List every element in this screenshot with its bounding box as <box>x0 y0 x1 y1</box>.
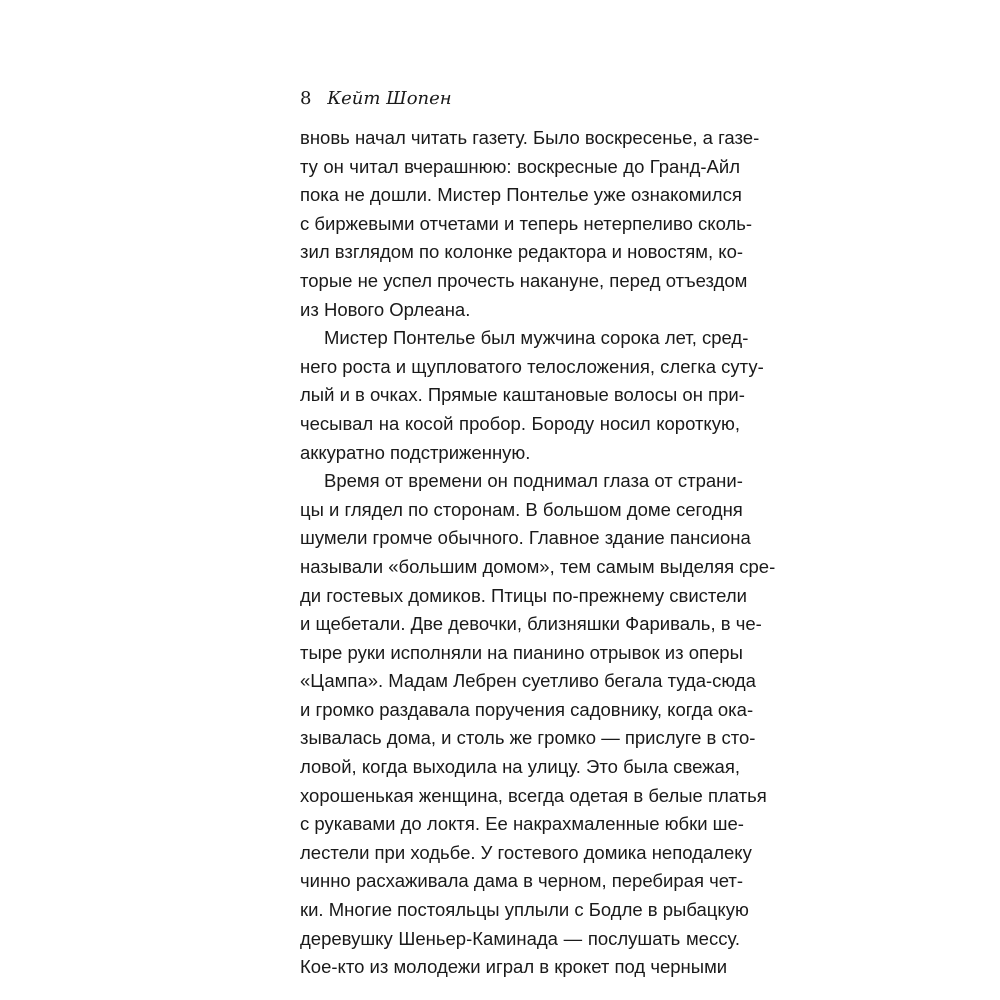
running-head <box>300 84 740 114</box>
text-line: Время от времени он поднимал глаза от страни- <box>324 470 743 492</box>
text-line: аккуратно подстриженную. <box>300 441 531 463</box>
text-line: зил взглядом по колонке редактора и новостям, ко- <box>300 241 744 263</box>
page-number: 8 <box>300 88 312 109</box>
text-line: и щебетали. Две девочки, близняшки Фариваль, в че- <box>300 613 762 635</box>
running-head-author: Кейт Шопен <box>327 88 452 109</box>
text-line: ловой, когда выходила на улицу. Это была свежая, <box>300 756 740 778</box>
text-line: шумели громче обычного. Главное здание пансиона <box>300 527 751 549</box>
text-line: называли «большим домом», тем самым выделяя сре- <box>300 555 776 577</box>
text-line: чинно расхаживала дама в черном, перебирая чет- <box>300 870 744 892</box>
text-line: торые не успел прочесть накануне, перед отъездом <box>300 269 748 291</box>
text-line: с биржевыми отчетами и теперь нетерпеливо сколь- <box>300 212 753 234</box>
text-line: ди гостевых домиков. Птицы по-прежнему свистели <box>300 584 747 606</box>
text-line: вновь начал читать газету. Было воскресенье, а газе- <box>300 127 760 148</box>
body-text <box>300 124 776 982</box>
paragraph <box>300 467 776 982</box>
paragraph <box>300 324 764 467</box>
text-line: лый и в очках. Прямые каштановые волосы он при- <box>300 384 745 406</box>
text-line: и громко раздавала поручения садовнику, когда ока- <box>300 698 754 720</box>
book-page <box>300 84 776 978</box>
text-line: цы и глядел по сторонам. В большом доме сегодня <box>300 498 743 520</box>
paragraph <box>300 124 760 324</box>
text-line: деревушку Шеньер-Каминада — послушать мессу. <box>300 927 740 949</box>
text-line: ту он читал вчерашнюю: воскресные до Гранд-Айл <box>300 155 740 177</box>
text-line: зывалась дома, и столь же громко — прислуге в сто- <box>300 727 756 749</box>
text-line: ки. Многие постояльцы уплыли с Бодле в рыбацкую <box>300 899 749 921</box>
text-line: с рукавами до локтя. Ее накрахмаленные юбки ше- <box>300 813 744 835</box>
text-line: чесывал на косой пробор. Бороду носил короткую, <box>300 412 740 434</box>
text-line: пока не дошли. Мистер Понтелье уже ознакомился <box>300 184 742 206</box>
text-line: из Нового Орлеана. <box>300 298 471 320</box>
text-line: Кое-кто из молодежи играл в крокет под черными <box>300 956 728 978</box>
text-line: тыре руки исполняли на пианино отрывок из оперы <box>300 641 743 663</box>
text-line: «Цампа». Мадам Лебрен суетливо бегала туда-сюда <box>300 670 756 692</box>
text-line: хорошенькая женщина, всегда одетая в белые платья <box>300 784 767 806</box>
text-line: него роста и щупловатого телосложения, слегка суту- <box>300 355 764 377</box>
text-line: Мистер Понтелье был мужчина сорока лет, сред- <box>324 327 749 349</box>
text-line: лестели при ходьбе. У гостевого домика неподалеку <box>300 841 752 863</box>
